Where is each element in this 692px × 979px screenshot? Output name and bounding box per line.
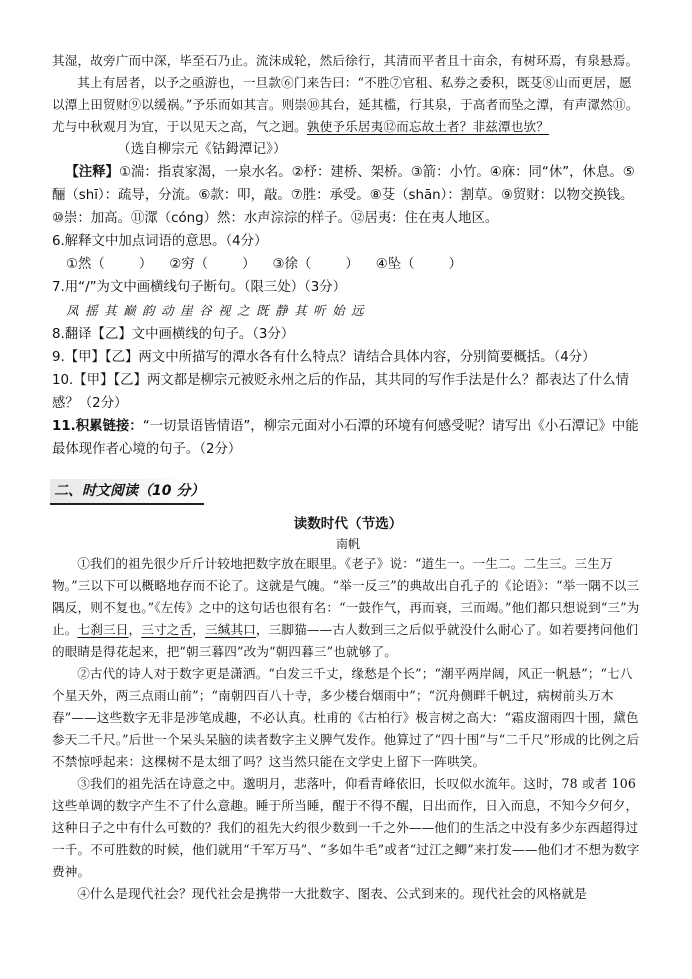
p1-sep-2: ， xyxy=(192,622,205,637)
article-paragraph-1 xyxy=(52,553,644,663)
question-11-label: 11.积累链接： xyxy=(52,419,143,434)
notes-text: ①湍：指袁家渴，一泉水名。②杼：建桥、架桥。③箭：小竹。④庥：同“休”，休息。⑤酾（shī）：疏导，分流。⑥款：叩，敲。⑦胜：承受。⑧芟（shān）：割草。⑨贸财：以物交换钱。⑩崇：加高。⑪潀（cóng）然：水声淙淙的样子。⑫居夷：住在夷人地区。 xyxy=(52,165,635,226)
annotation-notes xyxy=(52,161,644,230)
question-6: 6.解释文中加点词语的意思。（4分） xyxy=(52,234,268,249)
question-6-blanks: ①然（ ） ②穷（ ） ③徐（ ） ④坠（ ） xyxy=(66,257,462,272)
source-citation: （选自柳宗元《钴鉧潭记》） xyxy=(117,142,287,157)
question-7-sentence: 凤 摇 其 巅 韵 动 崖 谷 视 之 既 静 其 听 始 远 xyxy=(66,303,365,318)
article-paragraph-3: ③我们的祖先活在诗意之中。邈明月，悲落叶，仰看青峰依旧，长叹似水流年。这时，78 或者 106 这些单调的数字产生不了什么意趣。睡于所当睡，醒于不得不醒，日出而作，日入而息，不知今夕何夕，这种日子之中有什么可数的？我们的祖先大约很少数到一千之外——他们的生活之中没有多少东西超得过一千。不可胜数的时候，他们就用“千军万马”、“多如牛毛”或者“过江之鲫”来打发——他们才不想为数字费神。 xyxy=(52,776,640,879)
exam-page xyxy=(52,50,644,905)
article-author: 南帆 xyxy=(335,537,360,551)
underlined-sentence: 孰使予乐居夷⑫而忘故土者？非兹潭也欤？ xyxy=(306,119,550,134)
modern-article xyxy=(52,513,644,905)
p1-underline-2: 三寸之舌 xyxy=(141,622,193,637)
p1-text-a: ①我们的祖先很少斤斤计较地把数字放在眼里。《老子》说：“道生一。一生二。二生三。三生万物。”三以下可以概略地存而不论了。这就是气魄。“举一反三”的典故出自孔子的《论语》：“举一隅不以三隅反，则不复也。”《左传》之中的这句话也很有名：“一鼓作气，再而衰，三而竭。”他们都只想说到“三”为止。 xyxy=(52,556,640,637)
question-8: 8.翻译【乙】文中画横线的句子。（3分） xyxy=(52,327,295,342)
p1-underline-3: 三缄其口 xyxy=(204,622,256,637)
article-title: 读数时代（节选） xyxy=(293,516,403,532)
p1-sep-1: ， xyxy=(128,622,142,637)
question-11 xyxy=(52,415,644,461)
article-paragraph-2: ②古代的诗人对于数字更是潇洒。“白发三千丈，缘愁是个长”；“潮平两岸阔，风正一帆悬”；“七八个星天外，两三点雨山前”；“南朝四百八十寺，多少楼台烟雨中”；“沉舟侧畔千帆过，病树前头万木春”——这些数字无非是涉笔成趣，不必认真。杜甫的《古柏行》极言树之高大：“霜皮溜雨四十围，黛色参天二千尺。”后世一个呆头呆脑的读者数字主义脾气发作。他算过了“四十围”与“二千尺”形成的比例之后不禁惊呼起来：这棵树不是太细了吗？这当然只能在文学史上留下一阵哄笑。 xyxy=(52,666,640,769)
question-9: 9.【甲】【乙】两文中所描写的潭水各有什么特点？请结合具体内容，分别简要概括。（4分） xyxy=(52,350,596,365)
question-10: 10.【甲】【乙】两文都是柳宗元被贬永州之后的作品，其共同的写作手法是什么？都表达了什么情感？（2分） xyxy=(52,373,629,411)
classical-paragraph-2-text: 其上有居者，以予之亟游也，一旦款⑥门来告曰：“不胜⑦官租、私券之委积，既芟⑧山而更居，愿以潭上田贸财⑨以缓祸。”予乐而如其言。则崇⑩其台，延其槛，行其泉，于高者而坠之潭，有声潀然⑪。尤与中秋观月为宜，于以见天之高，气之迥。 xyxy=(52,75,639,134)
classical-paragraph-2 xyxy=(52,72,644,161)
article-paragraph-4: ④什么是现代社会？现代社会是携带一大批数字、图表、公式到来的。现代社会的风格就是 xyxy=(77,886,587,901)
question-7: 7.用“/”为文中画横线句子断句。（限三处）（3分） xyxy=(52,280,347,295)
question-11-text: “一切景语皆情语”，柳宗元面对小石潭的环境有何感受呢？请写出《小石潭记》中能最体现作者心境的句子。（2分） xyxy=(52,419,639,457)
section-2-title: 二、时文阅读（10 分） xyxy=(50,479,204,505)
p1-underline-1: 七刹三日 xyxy=(77,622,129,637)
p1-text-b: ，三脚猫——古人数到三之后似乎就没什么耐心了。如若要拷问他们的眼睛是得花起来，把“朝三暮四”改为“朝四暮三”也就够了。 xyxy=(52,622,639,659)
notes-label: 【注释】 xyxy=(65,165,119,180)
classical-paragraph-1: 其湿，故旁广而中深，毕至石乃止。流沫成轮，然后徐行，其清而平者且十亩余，有树环焉，有泉悬焉。 xyxy=(52,53,639,68)
